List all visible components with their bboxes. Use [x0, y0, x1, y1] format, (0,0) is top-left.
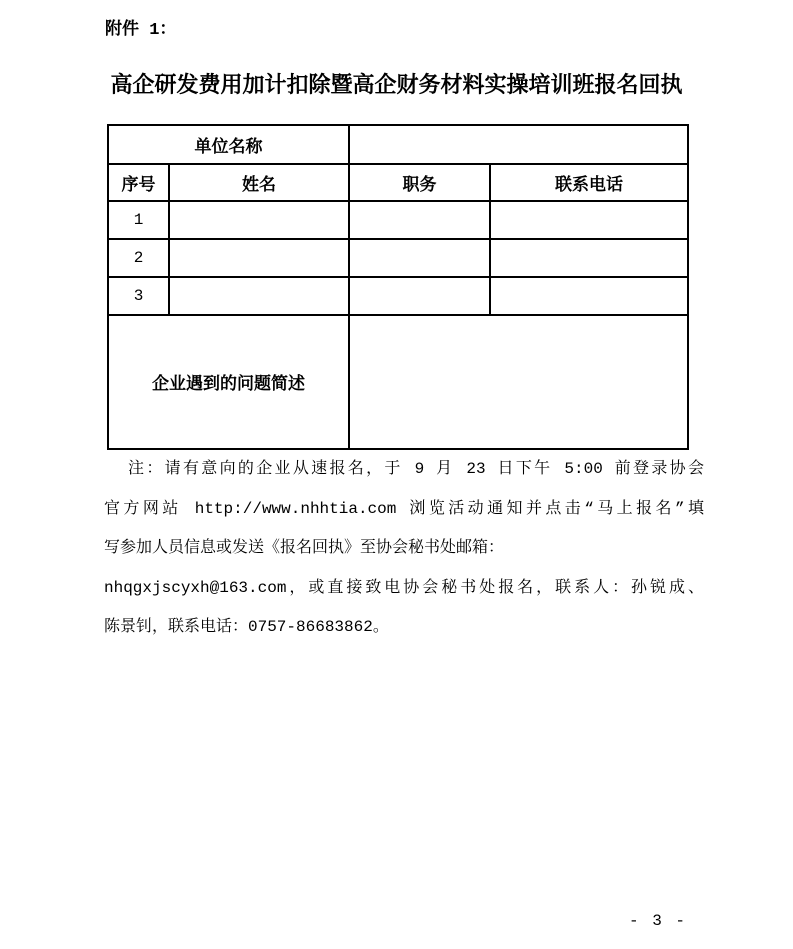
phone-input-cell[interactable]: [490, 277, 688, 315]
row-index: 3: [108, 277, 169, 315]
table-row: [108, 277, 688, 315]
name-input-cell[interactable]: [169, 201, 349, 239]
row-index: 1: [108, 201, 169, 239]
phone-input-cell[interactable]: [490, 239, 688, 277]
position-input-cell[interactable]: [349, 239, 490, 277]
row-index: 2: [108, 239, 169, 277]
registration-table: [107, 124, 689, 450]
position-input-cell[interactable]: [349, 201, 490, 239]
note-paragraph: [104, 450, 704, 648]
header-phone: 联系电话: [490, 164, 688, 201]
header-position: 职务: [349, 164, 490, 201]
phone-input-cell[interactable]: [490, 201, 688, 239]
header-name: 姓名: [169, 164, 349, 201]
header-index: 序号: [108, 164, 169, 201]
note-line-1: 注：请有意向的企业从速报名，于 9 月 23 日下午 5:00 前登录协会: [128, 460, 704, 478]
name-input-cell[interactable]: [169, 277, 349, 315]
problem-row: [108, 315, 688, 449]
unit-name-label: 单位名称: [108, 125, 349, 164]
problem-label: 企业遇到的问题简述: [108, 315, 349, 449]
table-header-row: [108, 164, 688, 201]
table-row: [108, 201, 688, 239]
note-line-4: nhqgxjscyxh@163.com，或直接致电协会秘书处报名，联系人：孙锐成、: [104, 578, 704, 597]
problem-input-cell[interactable]: [349, 315, 688, 449]
table-row: [108, 239, 688, 277]
unit-name-input-cell[interactable]: [349, 125, 688, 164]
position-input-cell[interactable]: [349, 277, 490, 315]
note-line-2: 官方网站 http://www.nhhtia.com 浏览活动通知并点击“马上报名”填: [104, 499, 704, 518]
note-line-3: 写参加人员信息或发送《报名回执》至协会秘书处邮箱：: [104, 539, 505, 557]
attachment-label: 附件 1：: [105, 21, 177, 40]
page-title: 高企研发费用加计扣除暨高企财务材料实操培训班报名回执: [110, 74, 683, 99]
unit-name-row: [108, 125, 688, 164]
page-number: - 3 -: [628, 912, 687, 930]
note-line-5: 陈景钊，联系电话：0757-86683862。: [104, 618, 389, 636]
name-input-cell[interactable]: [169, 239, 349, 277]
